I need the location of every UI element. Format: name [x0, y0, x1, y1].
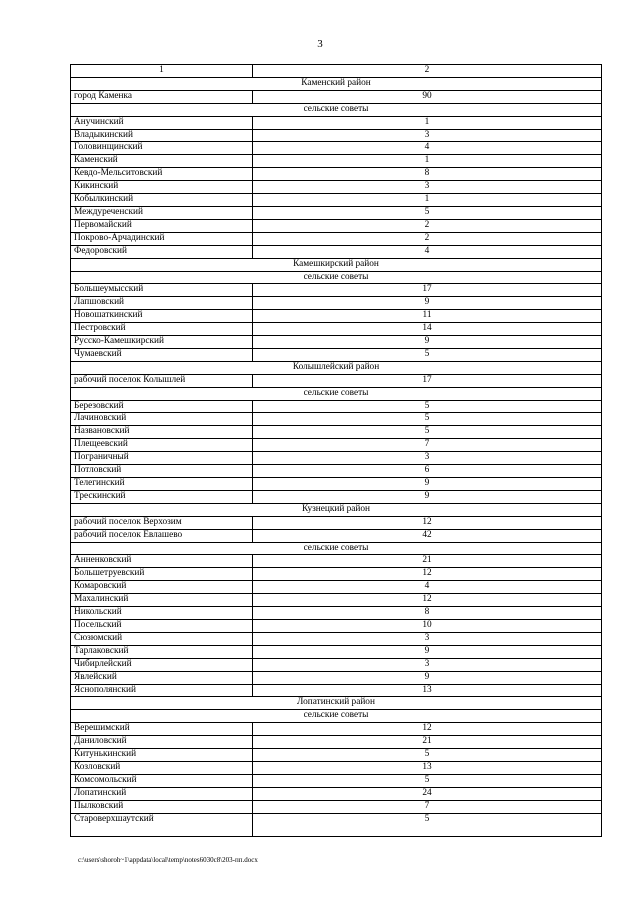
- settlement-name: Комаровский: [71, 581, 253, 594]
- settlement-value: 42: [253, 529, 602, 542]
- settlement-value: 6: [253, 465, 602, 478]
- table-row: [71, 594, 602, 607]
- settlement-value: 8: [253, 607, 602, 620]
- table-row: [71, 749, 602, 762]
- table-row: [71, 645, 602, 658]
- section-row: [71, 361, 602, 374]
- table-row: [71, 761, 602, 774]
- settlement-name: Покрово-Арчадинский: [71, 232, 253, 245]
- settlement-name: Даниловский: [71, 736, 253, 749]
- settlement-name: Комсомольский: [71, 774, 253, 787]
- settlement-value: 8: [253, 168, 602, 181]
- settlement-value: 5: [253, 749, 602, 762]
- settlement-name: Кевдо-Мельситовский: [71, 168, 253, 181]
- table-row: [71, 774, 602, 787]
- table-row: [71, 194, 602, 207]
- table-row: [71, 658, 602, 671]
- settlement-value: 7: [253, 439, 602, 452]
- districts-table: [70, 64, 602, 837]
- table-row: [71, 478, 602, 491]
- settlement-value: 9: [253, 490, 602, 503]
- section-row: [71, 387, 602, 400]
- settlement-name: Тарлаковский: [71, 645, 253, 658]
- section-row: [71, 710, 602, 723]
- table-row: [71, 787, 602, 800]
- table-row: [71, 116, 602, 129]
- settlement-value: 9: [253, 645, 602, 658]
- settlement-name: Чумаевский: [71, 348, 253, 361]
- table-row: [71, 168, 602, 181]
- section-title: Кузнецкий район: [71, 503, 602, 516]
- settlement-value: 3: [253, 452, 602, 465]
- settlement-name: Лопатинский: [71, 787, 253, 800]
- settlement-value: 12: [253, 516, 602, 529]
- settlement-name: Телегинский: [71, 478, 253, 491]
- settlement-name: Пограничный: [71, 452, 253, 465]
- section-title: Колышлейский район: [71, 361, 602, 374]
- table-row: [71, 348, 602, 361]
- settlement-value: 5: [253, 348, 602, 361]
- table-row: [71, 671, 602, 684]
- section-row: [71, 258, 602, 271]
- table-row: [71, 529, 602, 542]
- table-row: [71, 465, 602, 478]
- settlement-name: Плещеевский: [71, 439, 253, 452]
- section-title: сельские советы: [71, 710, 602, 723]
- section-row: [71, 271, 602, 284]
- settlement-value: 24: [253, 787, 602, 800]
- table-row: [71, 684, 602, 697]
- table-row: [71, 619, 602, 632]
- settlement-name: рабочий поселок Верхозим: [71, 516, 253, 529]
- table-row: [71, 245, 602, 258]
- table-header-row: [71, 65, 602, 78]
- settlement-value: 1: [253, 155, 602, 168]
- table-row: [71, 336, 602, 349]
- file-path-footer: c:\users\shoroh~1\appdata\local\temp\notes6030c8\203-пп.docx: [78, 856, 258, 864]
- settlement-value: 9: [253, 336, 602, 349]
- table-row: [71, 452, 602, 465]
- settlement-value: 3: [253, 658, 602, 671]
- table-row: [71, 555, 602, 568]
- settlement-name: Лачиновский: [71, 413, 253, 426]
- settlement-name: рабочий поселок Евлашево: [71, 529, 253, 542]
- settlement-value: 3: [253, 632, 602, 645]
- settlement-value: 7: [253, 800, 602, 813]
- section-title: сельские советы: [71, 542, 602, 555]
- table-row: [71, 90, 602, 103]
- settlement-value: 5: [253, 413, 602, 426]
- section-title: Каменский район: [71, 77, 602, 90]
- settlement-name: Новошаткинский: [71, 310, 253, 323]
- settlement-name: Сюзюмский: [71, 632, 253, 645]
- settlement-value: 4: [253, 142, 602, 155]
- settlement-value: 9: [253, 671, 602, 684]
- table-row: [71, 232, 602, 245]
- settlement-name: Кикинский: [71, 181, 253, 194]
- settlement-value: 14: [253, 323, 602, 336]
- settlement-name: Березовский: [71, 400, 253, 413]
- settlement-name: Чибирлейский: [71, 658, 253, 671]
- settlement-value: 5: [253, 426, 602, 439]
- settlement-name: Потловский: [71, 465, 253, 478]
- settlement-name: Явлейский: [71, 671, 253, 684]
- section-title: Лопатинский район: [71, 697, 602, 710]
- settlement-value: 17: [253, 374, 602, 387]
- table-row: [71, 439, 602, 452]
- settlement-value: 21: [253, 736, 602, 749]
- section-row: [71, 697, 602, 710]
- table-row: [71, 219, 602, 232]
- settlement-value: 4: [253, 245, 602, 258]
- settlement-name: Междуреченский: [71, 206, 253, 219]
- section-title: сельские советы: [71, 271, 602, 284]
- page-number: 3: [317, 38, 323, 50]
- settlement-name: Пылковский: [71, 800, 253, 813]
- settlement-name: Яснополянский: [71, 684, 253, 697]
- settlement-name: Первомайский: [71, 219, 253, 232]
- table-row: [71, 297, 602, 310]
- table-row: [71, 723, 602, 736]
- table-row: [71, 400, 602, 413]
- settlement-value: 5: [253, 206, 602, 219]
- table-row: [71, 310, 602, 323]
- settlement-value: 4: [253, 581, 602, 594]
- table-row: [71, 323, 602, 336]
- settlement-value: 10: [253, 619, 602, 632]
- settlement-name: Махалинский: [71, 594, 253, 607]
- settlement-name: Федоровский: [71, 245, 253, 258]
- settlement-value: 5: [253, 400, 602, 413]
- settlement-value: 5: [253, 774, 602, 787]
- table-row: [71, 206, 602, 219]
- settlement-value: 2: [253, 219, 602, 232]
- settlement-name: Русско-Камешкирский: [71, 336, 253, 349]
- settlement-name: Большетруевский: [71, 568, 253, 581]
- settlement-name: Лапшовский: [71, 297, 253, 310]
- settlement-name: город Каменка: [71, 90, 253, 103]
- section-row: [71, 542, 602, 555]
- settlement-value: 17: [253, 284, 602, 297]
- settlement-name: Верешимский: [71, 723, 253, 736]
- table-row: [71, 490, 602, 503]
- settlement-value: 12: [253, 568, 602, 581]
- settlement-value: 3: [253, 181, 602, 194]
- settlement-value: 1: [253, 116, 602, 129]
- settlement-name: Владыкинский: [71, 129, 253, 142]
- settlement-value: 13: [253, 684, 602, 697]
- table-row: [71, 607, 602, 620]
- settlement-value: 3: [253, 129, 602, 142]
- settlement-value: 9: [253, 478, 602, 491]
- settlement-name: Китунькинский: [71, 749, 253, 762]
- settlement-value: 12: [253, 723, 602, 736]
- table-row: [71, 284, 602, 297]
- table-row: [71, 581, 602, 594]
- settlement-name: Анучинский: [71, 116, 253, 129]
- section-title: сельские советы: [71, 103, 602, 116]
- table-row: [71, 129, 602, 142]
- section-row: [71, 103, 602, 116]
- settlement-value: 12: [253, 594, 602, 607]
- settlement-name: Никольский: [71, 607, 253, 620]
- table-row: [71, 181, 602, 194]
- settlement-value: 9: [253, 297, 602, 310]
- settlement-name: Большеумысский: [71, 284, 253, 297]
- settlement-value: 11: [253, 310, 602, 323]
- settlement-name: Кобылкинский: [71, 194, 253, 207]
- settlement-name: Староверхшаутский: [71, 813, 253, 836]
- settlement-name: Козловский: [71, 761, 253, 774]
- table-row: [71, 374, 602, 387]
- settlement-name: Трескинский: [71, 490, 253, 503]
- table-row: [71, 516, 602, 529]
- settlement-name: рабочий поселок Колышлей: [71, 374, 253, 387]
- table-row: [71, 813, 602, 836]
- table-row: [71, 736, 602, 749]
- table-row: [71, 568, 602, 581]
- header-col-1: 1: [71, 65, 253, 78]
- settlement-value: 2: [253, 232, 602, 245]
- section-row: [71, 77, 602, 90]
- settlement-value: 21: [253, 555, 602, 568]
- table-row: [71, 800, 602, 813]
- section-row: [71, 503, 602, 516]
- table-row: [71, 155, 602, 168]
- table-row: [71, 632, 602, 645]
- settlement-value: 5: [253, 813, 602, 836]
- settlement-name: Головинщинский: [71, 142, 253, 155]
- section-title: сельские советы: [71, 387, 602, 400]
- header-col-2: 2: [253, 65, 602, 78]
- settlement-name: Названовский: [71, 426, 253, 439]
- section-title: Камешкирский район: [71, 258, 602, 271]
- settlement-name: Каменский: [71, 155, 253, 168]
- settlement-value: 1: [253, 194, 602, 207]
- settlement-name: Посельский: [71, 619, 253, 632]
- settlement-value: 13: [253, 761, 602, 774]
- settlement-value: 90: [253, 90, 602, 103]
- table-row: [71, 426, 602, 439]
- table-row: [71, 142, 602, 155]
- settlement-name: Пестровский: [71, 323, 253, 336]
- settlement-name: Анненковский: [71, 555, 253, 568]
- table-row: [71, 413, 602, 426]
